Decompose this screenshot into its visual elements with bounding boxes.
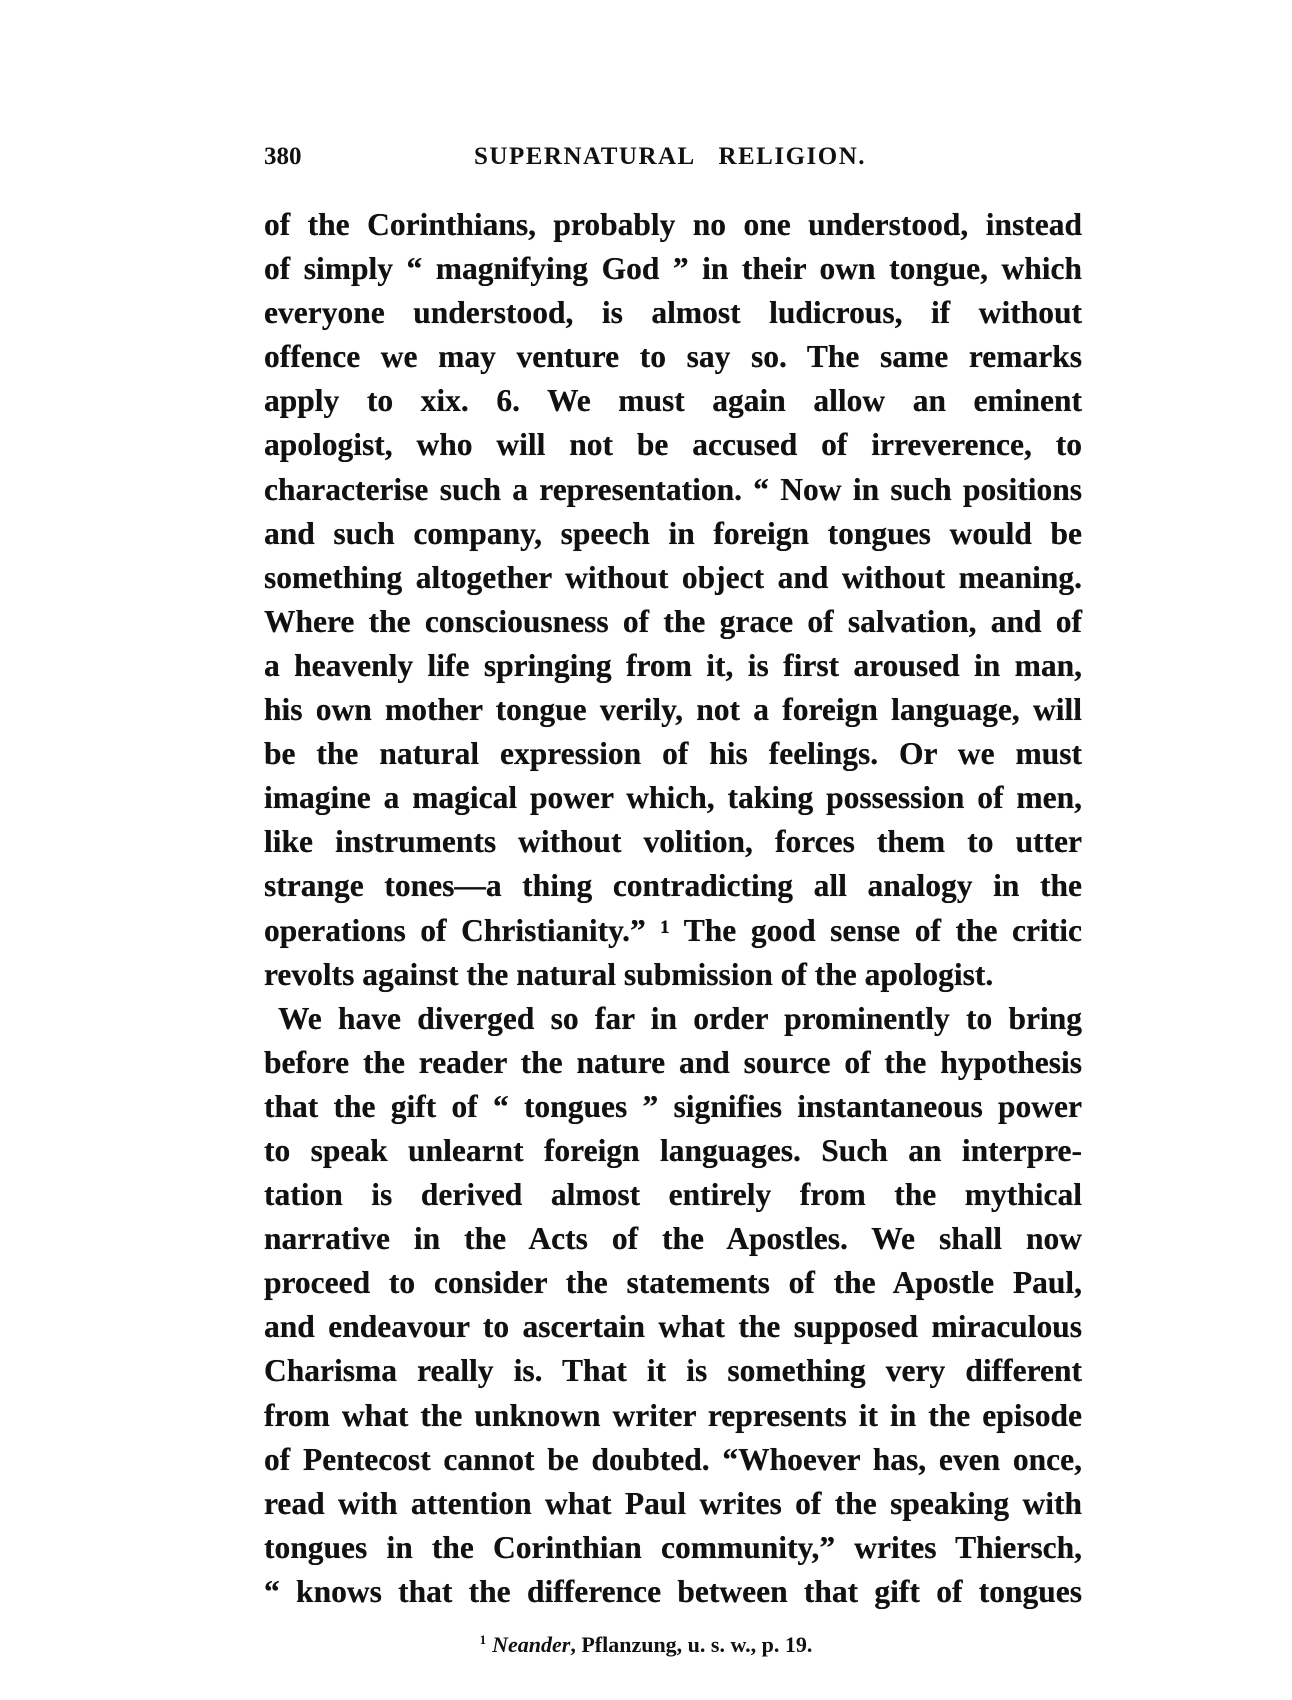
text-line: a heavenly life springing from it, is first aroused in man, <box>264 647 1082 683</box>
text-line: Where the consciousness of the grace of salvation, and of <box>264 603 1082 639</box>
text-line: revolts against the natural submission of the apologist. <box>264 956 994 992</box>
text-line: Charisma really is. That it is something very different <box>264 1353 1082 1389</box>
text-line: offence we may venture to say so. The same remarks <box>264 339 1082 375</box>
text-line: characterise such a representation. “ Now in such positions <box>264 471 1082 507</box>
text-line: apologist, who will not be accused of irreverence, to <box>264 427 1082 463</box>
text-line: of simply “ magnifying God ” in their own tongue, which <box>264 251 1082 287</box>
footnote-marker: 1 <box>479 1632 487 1647</box>
text-line: like instruments without volition, forces them to utter <box>264 824 1082 860</box>
text-line: proceed to consider the statements of the Apostle Paul, <box>264 1265 1082 1301</box>
text-line: strange tones—a thing contradicting all analogy in the <box>264 868 1082 904</box>
text-line: tation is derived almost entirely from the mythical <box>264 1177 1082 1213</box>
text-line: tongues in the Corinthian community,” writes Thiersch, <box>264 1529 1082 1565</box>
footnote-citation: , Pflanzung, u. s. w., p. 19. <box>570 1632 813 1657</box>
footnote-author: Neander <box>492 1632 571 1657</box>
text-line: something altogether without object and without meaning. <box>264 559 1082 595</box>
text-line: and endeavour to ascertain what the supposed miraculous <box>264 1309 1082 1345</box>
text-line: before the reader the nature and source of the hypothesis <box>264 1044 1082 1080</box>
text-line: and such company, speech in foreign tongues would be <box>264 515 1082 551</box>
text-line: to speak unlearnt foreign languages. Such an interpre- <box>264 1132 1082 1168</box>
text-line: apply to xix. 6. We must again allow an eminent <box>264 383 1082 419</box>
text-line: operations of Christianity.” ¹ The good sense of the critic <box>264 912 1082 948</box>
text-line: read with attention what Paul writes of the speaking with <box>264 1485 1082 1521</box>
text-line: of the Corinthians, probably no one understood, instead <box>264 207 1082 242</box>
running-title: SUPERNATURAL RELIGION. <box>474 143 866 170</box>
text-line: that the gift of “ tongues ” signifies instantaneous power <box>264 1088 1082 1124</box>
text-line: “ knows that the difference between that gift of tongues <box>264 1573 1082 1609</box>
text-line: be the natural expression of his feelings. Or we must <box>264 736 1082 772</box>
text-line: We have diverged so far in order prominently to bring <box>278 1000 1082 1036</box>
text-line: his own mother tongue verily, not a foreign language, will <box>264 692 1082 728</box>
text-line: of Pentecost cannot be doubted. “Whoever has, even once, <box>264 1441 1082 1477</box>
text-line: narrative in the Acts of the Apostles. We shall now <box>264 1221 1082 1257</box>
text-line: everyone understood, is almost ludicrous, if without <box>264 295 1082 331</box>
text-line: from what the unknown writer represents it in the episode <box>264 1397 1082 1433</box>
body-text <box>264 203 1082 1614</box>
text-line: imagine a magical power which, taking possession of men, <box>264 780 1082 816</box>
page-number: 380 <box>264 143 302 170</box>
footnote <box>0 1632 1292 1658</box>
